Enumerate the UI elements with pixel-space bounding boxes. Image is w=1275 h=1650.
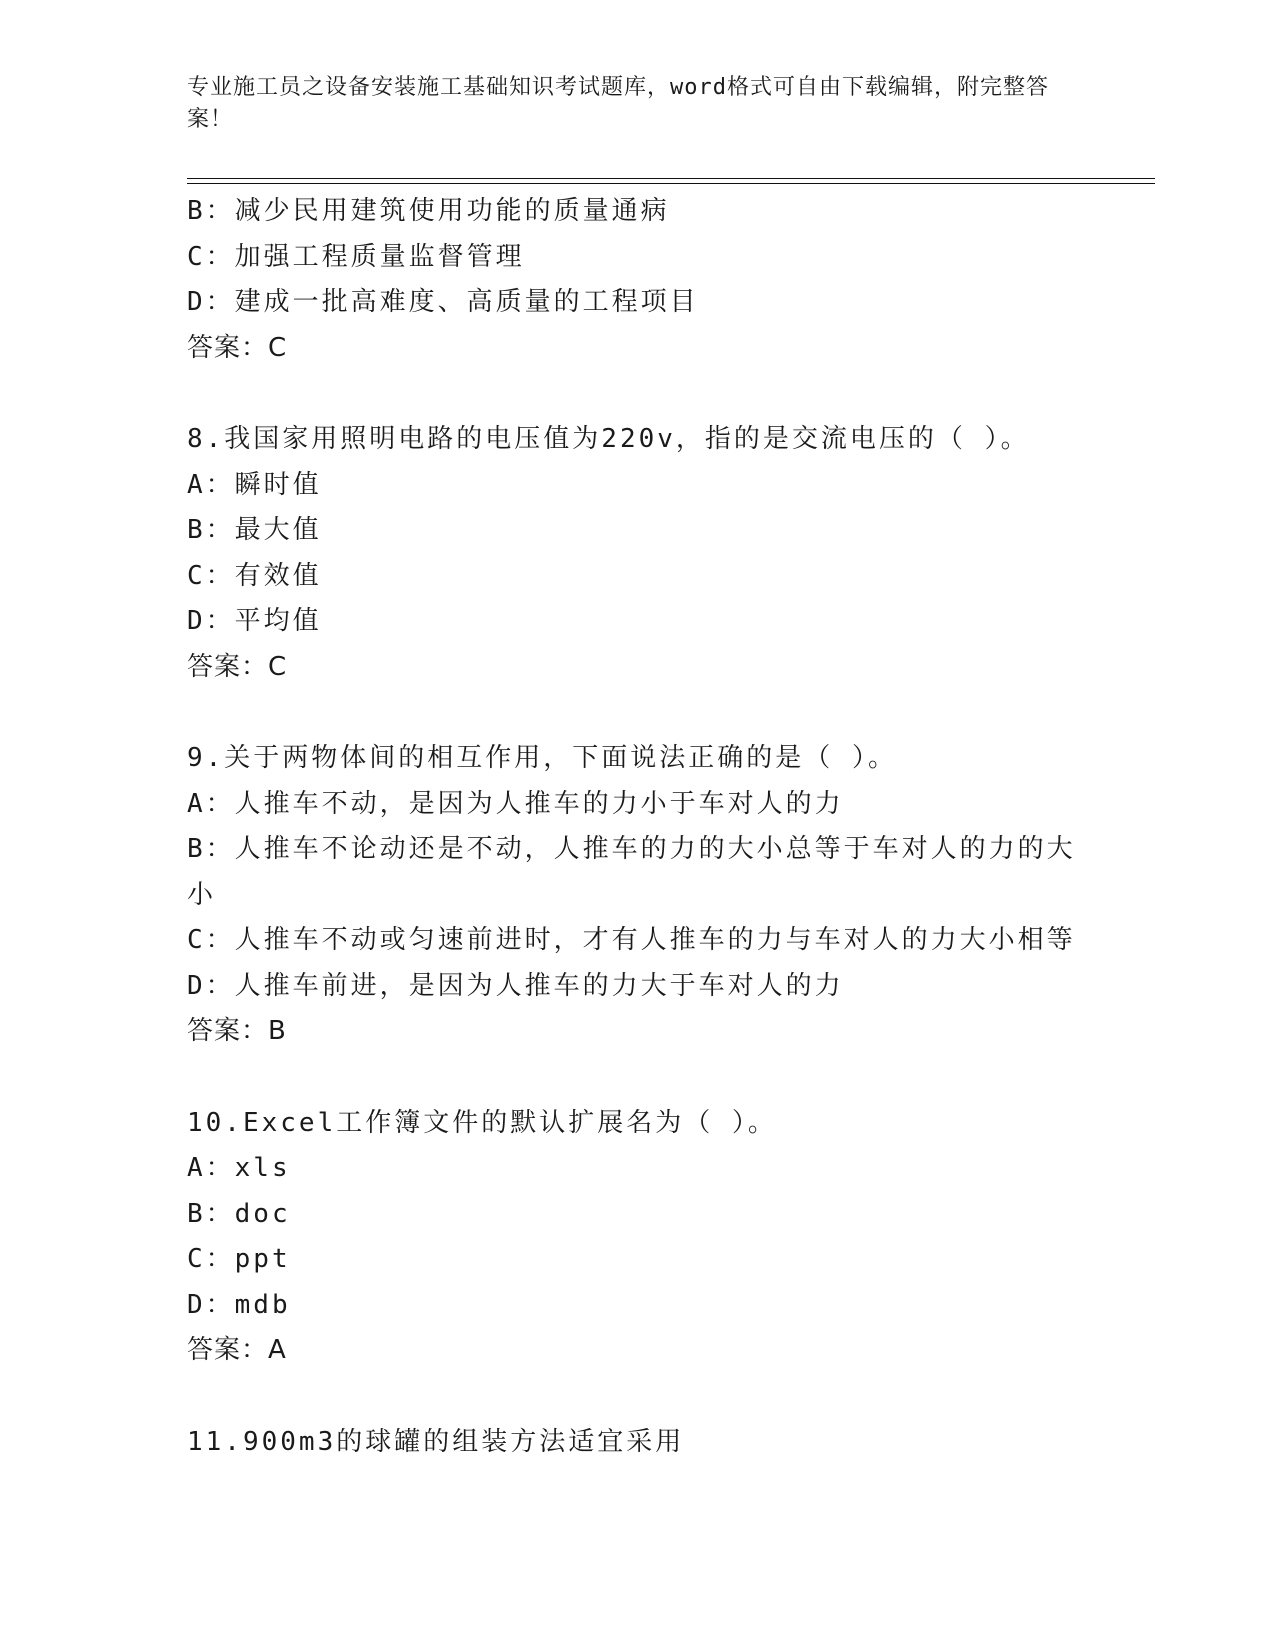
option-d: D：建成一批高难度、高质量的工程项目 (187, 287, 699, 317)
option-b: B：减少民用建筑使用功能的质量通病 (187, 196, 670, 226)
question-text: 9.关于两物体间的相互作用，下面说法正确的是（ ）。 (187, 743, 897, 773)
option-c: C：有效值 (187, 560, 322, 591)
question-text: 11.900m3的球罐的组装方法适宜采用 (187, 1426, 685, 1457)
document-header: 专业施工员之设备安装施工基础知识考试题库，word格式可自由下载编辑，附完整答案！ (187, 75, 1049, 132)
option-d: D：平均值 (187, 606, 322, 636)
answer-line: 答案：C (187, 332, 288, 363)
question-block-9 (187, 736, 1087, 1055)
option-d: D：mdb (187, 1289, 291, 1320)
option-a: A：瞬时值 (187, 469, 322, 500)
option-c: C：加强工程质量监督管理 (187, 241, 525, 272)
option-a: A：xls (187, 1153, 291, 1183)
question-block-7 (187, 189, 1087, 371)
answer-line: 答案：A (187, 1335, 287, 1365)
option-c: C：ppt (187, 1244, 291, 1274)
spacer (187, 371, 1087, 417)
option-b: B：人推车不论动还是不动，人推车的力的大小总等于车对人的力的大小 (187, 834, 1076, 910)
option-b: B：doc (187, 1198, 291, 1229)
spacer (187, 1374, 1087, 1420)
option-b: B：最大值 (187, 515, 322, 545)
option-a: A：人推车不动，是因为人推车的力小于车对人的力 (187, 788, 844, 819)
spacer (187, 690, 1087, 736)
question-list (187, 189, 1087, 1465)
header-rule-bottom (187, 183, 1155, 184)
question-block-10 (187, 1101, 1087, 1374)
spacer (187, 1055, 1087, 1101)
question-block-11 (187, 1420, 1087, 1466)
question-text: 8.我国家用照明电路的电压值为220v，指的是交流电压的（ ）。 (187, 424, 1030, 454)
answer-line: 答案：B (187, 1016, 287, 1046)
header-rule-top (187, 178, 1155, 179)
question-text: 10.Excel工作簿文件的默认扩展名为（ ）。 (187, 1107, 777, 1138)
option-d: D：人推车前进，是因为人推车的力大于车对人的力 (187, 970, 844, 1001)
question-block-8 (187, 417, 1087, 690)
answer-line: 答案：C (187, 651, 288, 682)
option-c: C：人推车不动或匀速前进时，才有人推车的力与车对人的力大小相等 (187, 925, 1076, 955)
